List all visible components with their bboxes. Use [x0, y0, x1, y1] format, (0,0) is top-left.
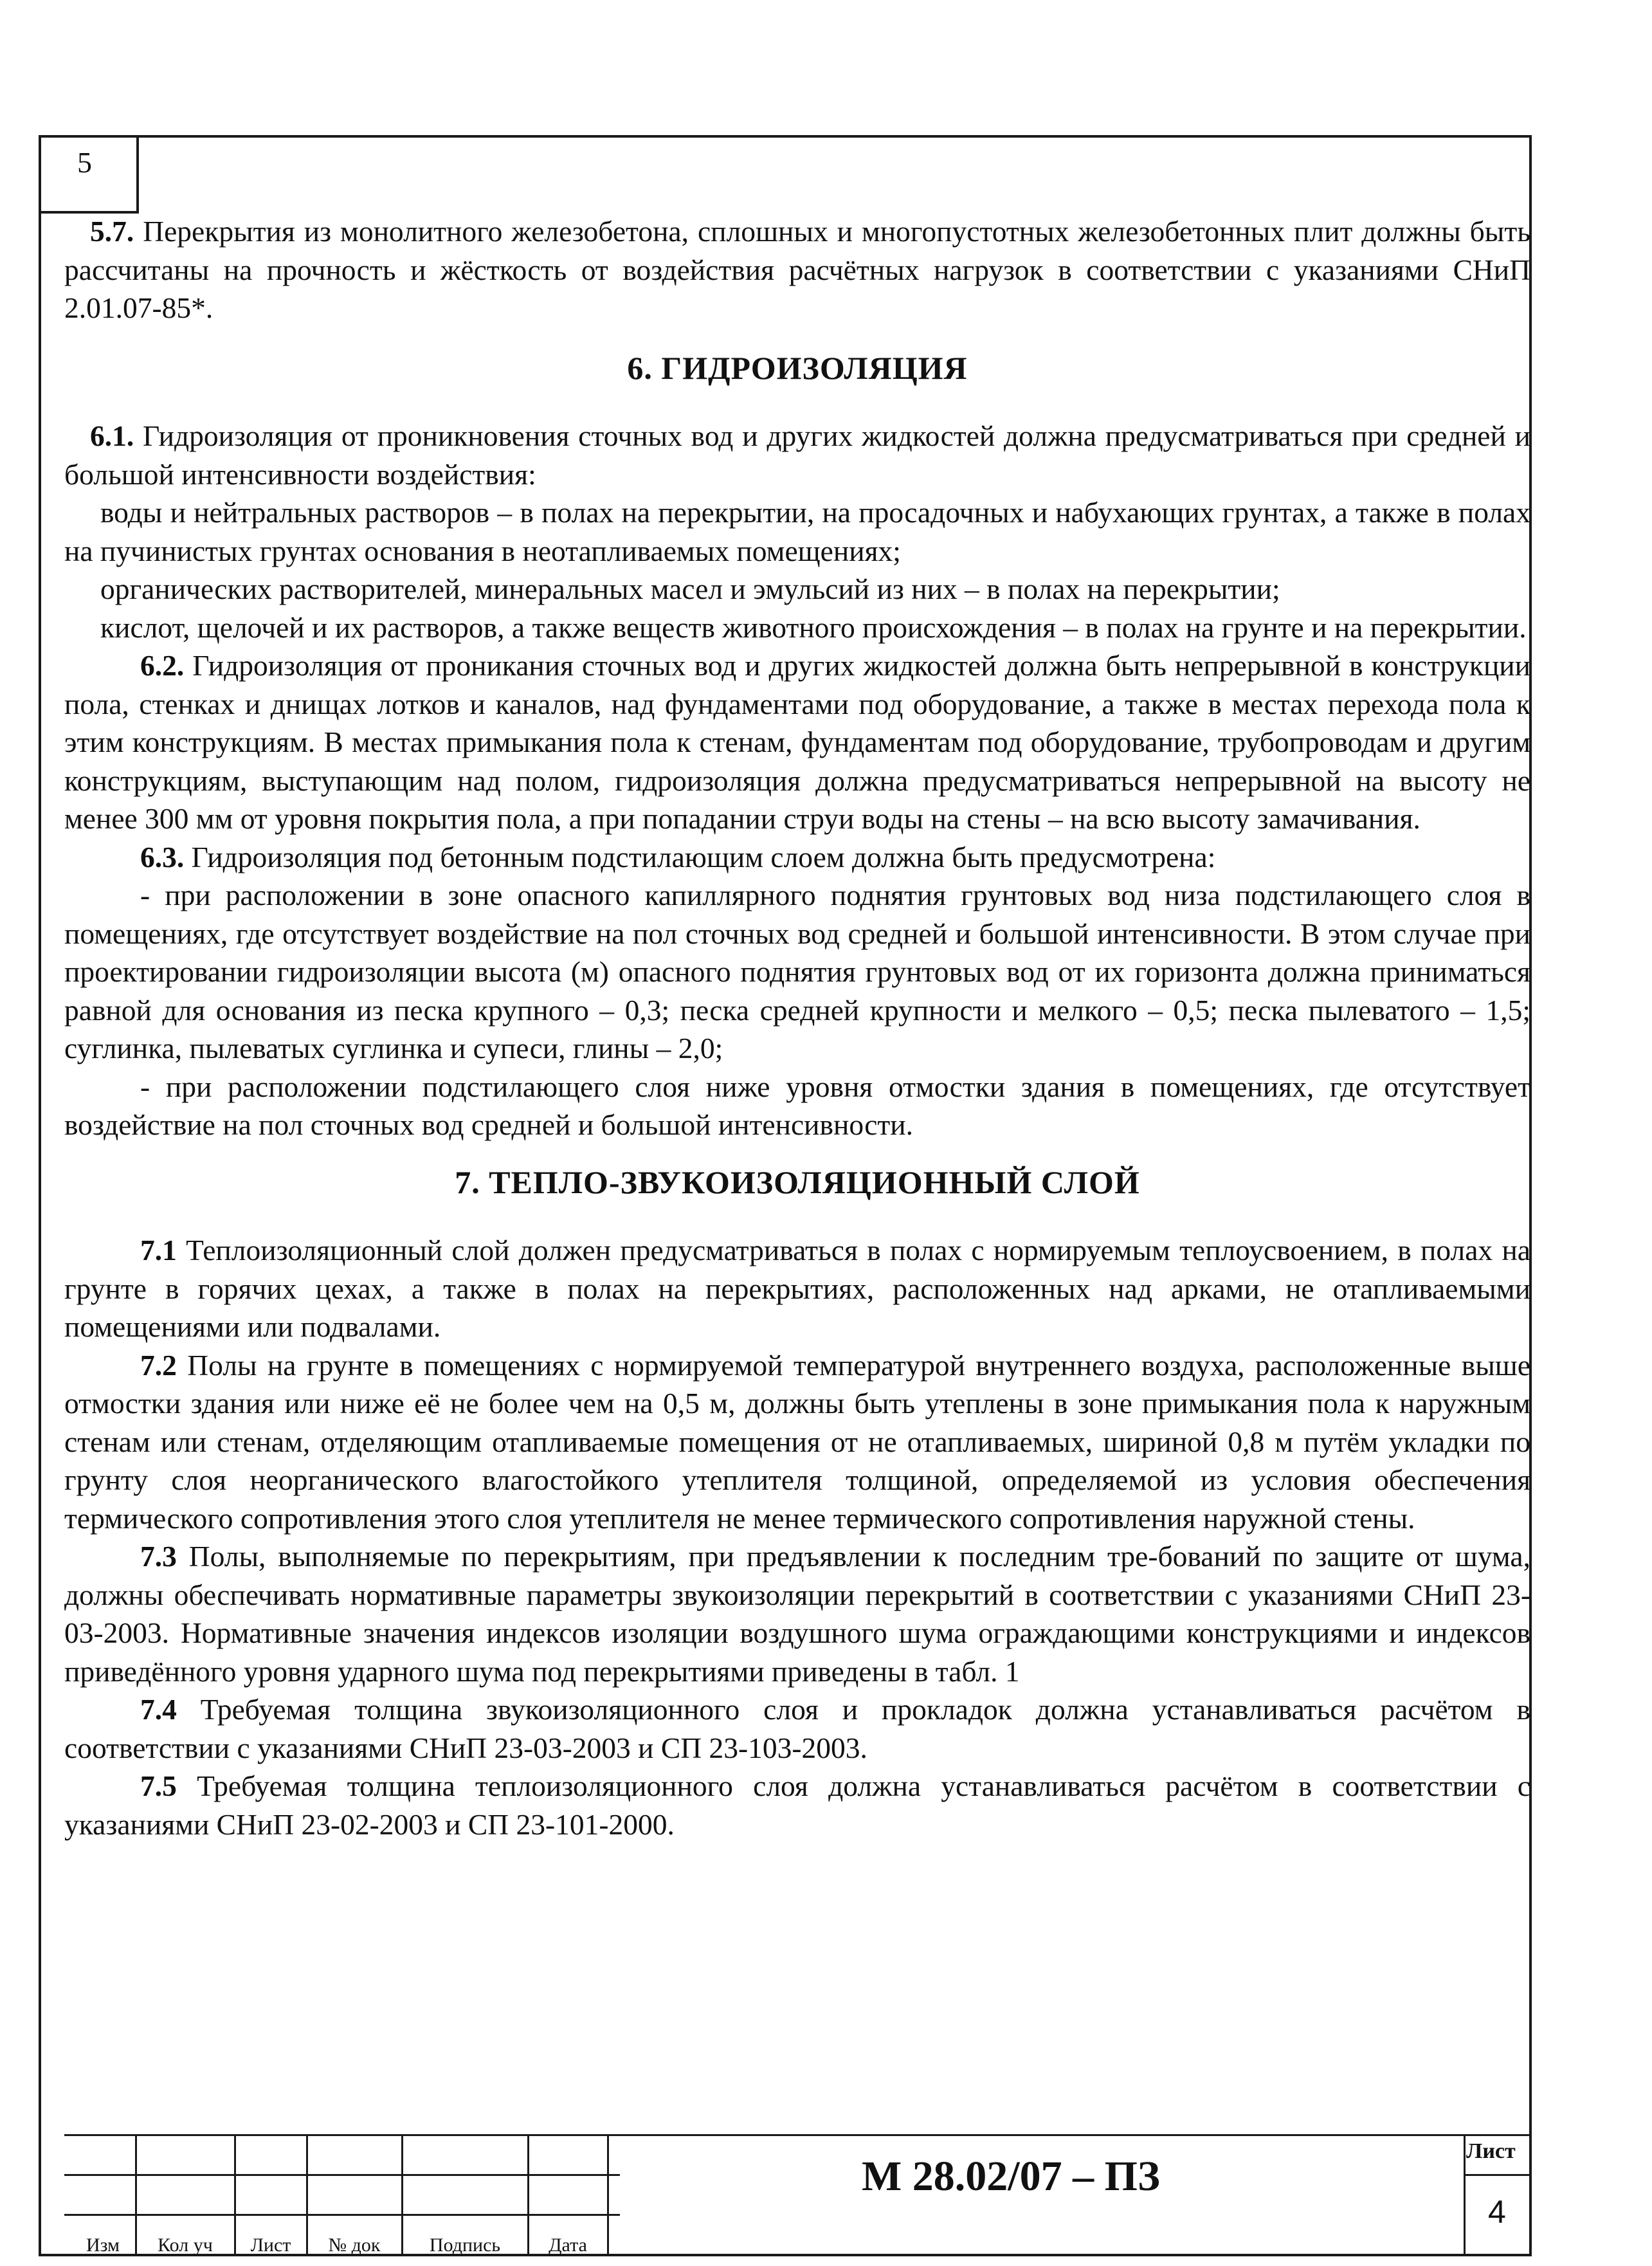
- col-label-kol-uch: Кол уч: [158, 2234, 213, 2256]
- paragraph-text: Полы на грунте в помещениях с нормируемой температурой внутреннего воздуха, расположенные выше отмостки здания или ниже её не более чем на 0,5 м, должны быть утеплены в зоне примыкания пола к наружным стенам или стенам, отделяющим отапливаемые помещения от не отапливаемых, шириной 0,8 м путём укладки по грунту слоя неорганического влагостойкого утеплителя толщиной, определяемой из условия обеспечения термического сопротивления этого слоя утеплителя не менее термического сопротивления наружной стены.: [64, 1348, 1530, 1535]
- paragraph-number: 7.3: [140, 1540, 177, 1573]
- paragraph-number: 7.4: [140, 1693, 177, 1726]
- paragraph-6-3-b: - при расположении подстилающего слоя ниже уровня отмостки здания в помещениях, где отсутствует воздействие на пол сточных вод средней и большой интенсивности.: [64, 1070, 1530, 1141]
- section-heading-7: 7. ТЕПЛО-ЗВУКОИЗОЛЯЦИОННЫЙ СЛОЙ: [455, 1164, 1140, 1200]
- col-label-doc: № док: [328, 2234, 381, 2256]
- paragraph-6-1-c: кислот, щелочей и их растворов, а также веществ животного происхождения – в полах на грунте и на перекрытии.: [100, 610, 1527, 644]
- paragraph-text: Требуемая толщина теплоизоляционного слоя должна устанавливаться расчётом в соответствии с указаниями СНиП 23-02-2003 и СП 23-101-2000.: [64, 1769, 1530, 1841]
- paragraph-text: Теплоизоляционный слой должен предусматриваться в полах с нормируемым теплоусвоением, в полах на грунте в горячих цехах, а также в полах на перекрытиях, расположенных над арками, не отапливаемыми помещениями или подвалами.: [64, 1234, 1530, 1343]
- paragraph-7-4: [64, 1690, 1530, 1767]
- paragraph-number: 7.2: [140, 1348, 177, 1382]
- paragraph-number: 6.1.: [90, 419, 134, 452]
- paragraph-7-5: [64, 1767, 1530, 1843]
- col-label-sign: Подпись: [429, 2234, 501, 2256]
- col-label-date: Дата: [549, 2234, 587, 2256]
- sheet-cell-line: [1464, 2174, 1529, 2176]
- paragraph-6-2: [64, 646, 1530, 838]
- paragraph-7-1: [64, 1231, 1530, 1346]
- paragraph-number: 5.7.: [90, 215, 134, 248]
- paragraph-number: 7.5: [140, 1769, 177, 1802]
- paragraph-text: Требуемая толщина звукоизоляционного слоя и прокладок должна устанавливаться расчётом в соответствии с указаниями СНиП 23-03-2003 и СП 23-103-2003.: [64, 1693, 1530, 1764]
- title-block-row-line: [64, 2174, 620, 2176]
- sheet-label: Лист: [1466, 2139, 1516, 2163]
- paragraph-6-1-a: воды и нейтральных растворов – в полах на перекрытии, на просадочных и набухающих грунтах, а также в полах на пучинистых грунтах основания в неотапливаемых помещениях;: [64, 496, 1530, 567]
- paragraph-6-1-b: органических растворителей, минеральных масел и эмульсий из них – в полах на перекрытии;: [100, 572, 1280, 605]
- paragraph-6-1: [64, 417, 1530, 493]
- title-block-col-line: [1464, 2134, 1466, 2254]
- paragraph-text: Перекрытия из монолитного железобетона, сплошных и многопустотных железобетонных плит должны быть рассчитаны на прочность и жёсткость от воздействия расчётных нагрузок в соответствии с указаниями СНиП 2.01.07-85*.: [64, 215, 1530, 324]
- sheet-number: 4: [1488, 2194, 1506, 2230]
- paragraph-text: Полы, выполняемые по перекрытиям, при предъявлении к последним тре-бований по защите от шума, должны обеспечивать нормативные параметры звукоизоляции перекрытий в соответствии с указаниями СНиП 23-03-2003. Нормативные значения индексов изоляции воздушного шума ограждающими конструкциями и индексов приведённого уровня ударного шума под перекрытиями приведены в табл. 1: [64, 1540, 1530, 1688]
- section-heading-6: 6. ГИДРОИЗОЛЯЦИЯ: [627, 349, 968, 386]
- page-number-box: 5: [39, 135, 139, 214]
- title-block-col-line: [607, 2134, 609, 2254]
- document-body: [64, 212, 1530, 1843]
- document-code: М 28.02/07 – ПЗ: [862, 2153, 1160, 2200]
- paragraph-number: 6.2.: [140, 649, 185, 682]
- col-label-izm: Изм: [86, 2234, 120, 2256]
- col-label-list: Лист: [250, 2234, 291, 2256]
- paragraph-7-2: [64, 1346, 1530, 1538]
- paragraph-text: Гидроизоляция от проникания сточных вод и других жидкостей должна быть непрерывной в конструкции пола, стенках и днищах лотков и каналов, над фундаментами под оборудование, а также в местах перехода пола к этим конструкциям. В местах примыкания пола к стенам, фундаментам под оборудование, трубопроводам и другим конструкциям, выступающим над полом, гидроизоляция должна предусматриваться непрерывной на высоту не менее 300 мм от уровня покрытия пола, а при попадании струи воды на стены – на всю высоту замачивания.: [64, 649, 1530, 835]
- title-block-top-line: [64, 2134, 1530, 2136]
- paragraph-text: Гидроизоляция под бетонным подстилающим слоем должна быть предусмотрена:: [184, 840, 1216, 873]
- paragraph-number: 6.3.: [140, 840, 185, 873]
- paragraph-text: Гидроизоляция от проникновения сточных вод и других жидкостей должна предусматриваться при средней и большой интенсивности воздействия:: [64, 419, 1530, 491]
- title-block: [77, 2134, 1529, 2254]
- paragraph-5-7: [64, 212, 1530, 327]
- paragraph-number: 7.1: [140, 1234, 177, 1266]
- paragraph-6-3: [64, 838, 1530, 877]
- title-block-row-line: [64, 2214, 620, 2216]
- paragraph-6-3-a: - при расположении в зоне опасного капиллярного поднятия грунтовых вод низа подстилающего слоя в помещениях, где отсутствует воздействие на пол сточных вод средней и большой интенсивности. В этом случае при проектировании гидроизоляции высота (м) опасного поднятия грунтовых вод от их горизонта должна приниматься равной для основания из песка крупного – 0,3; песка средней крупности и мелкого – 0,5; песка пылеватого – 1,5; суглинка, пылеватых суглинка и супеси, глины – 2,0;: [64, 879, 1530, 1064]
- paragraph-7-3: [64, 1537, 1530, 1690]
